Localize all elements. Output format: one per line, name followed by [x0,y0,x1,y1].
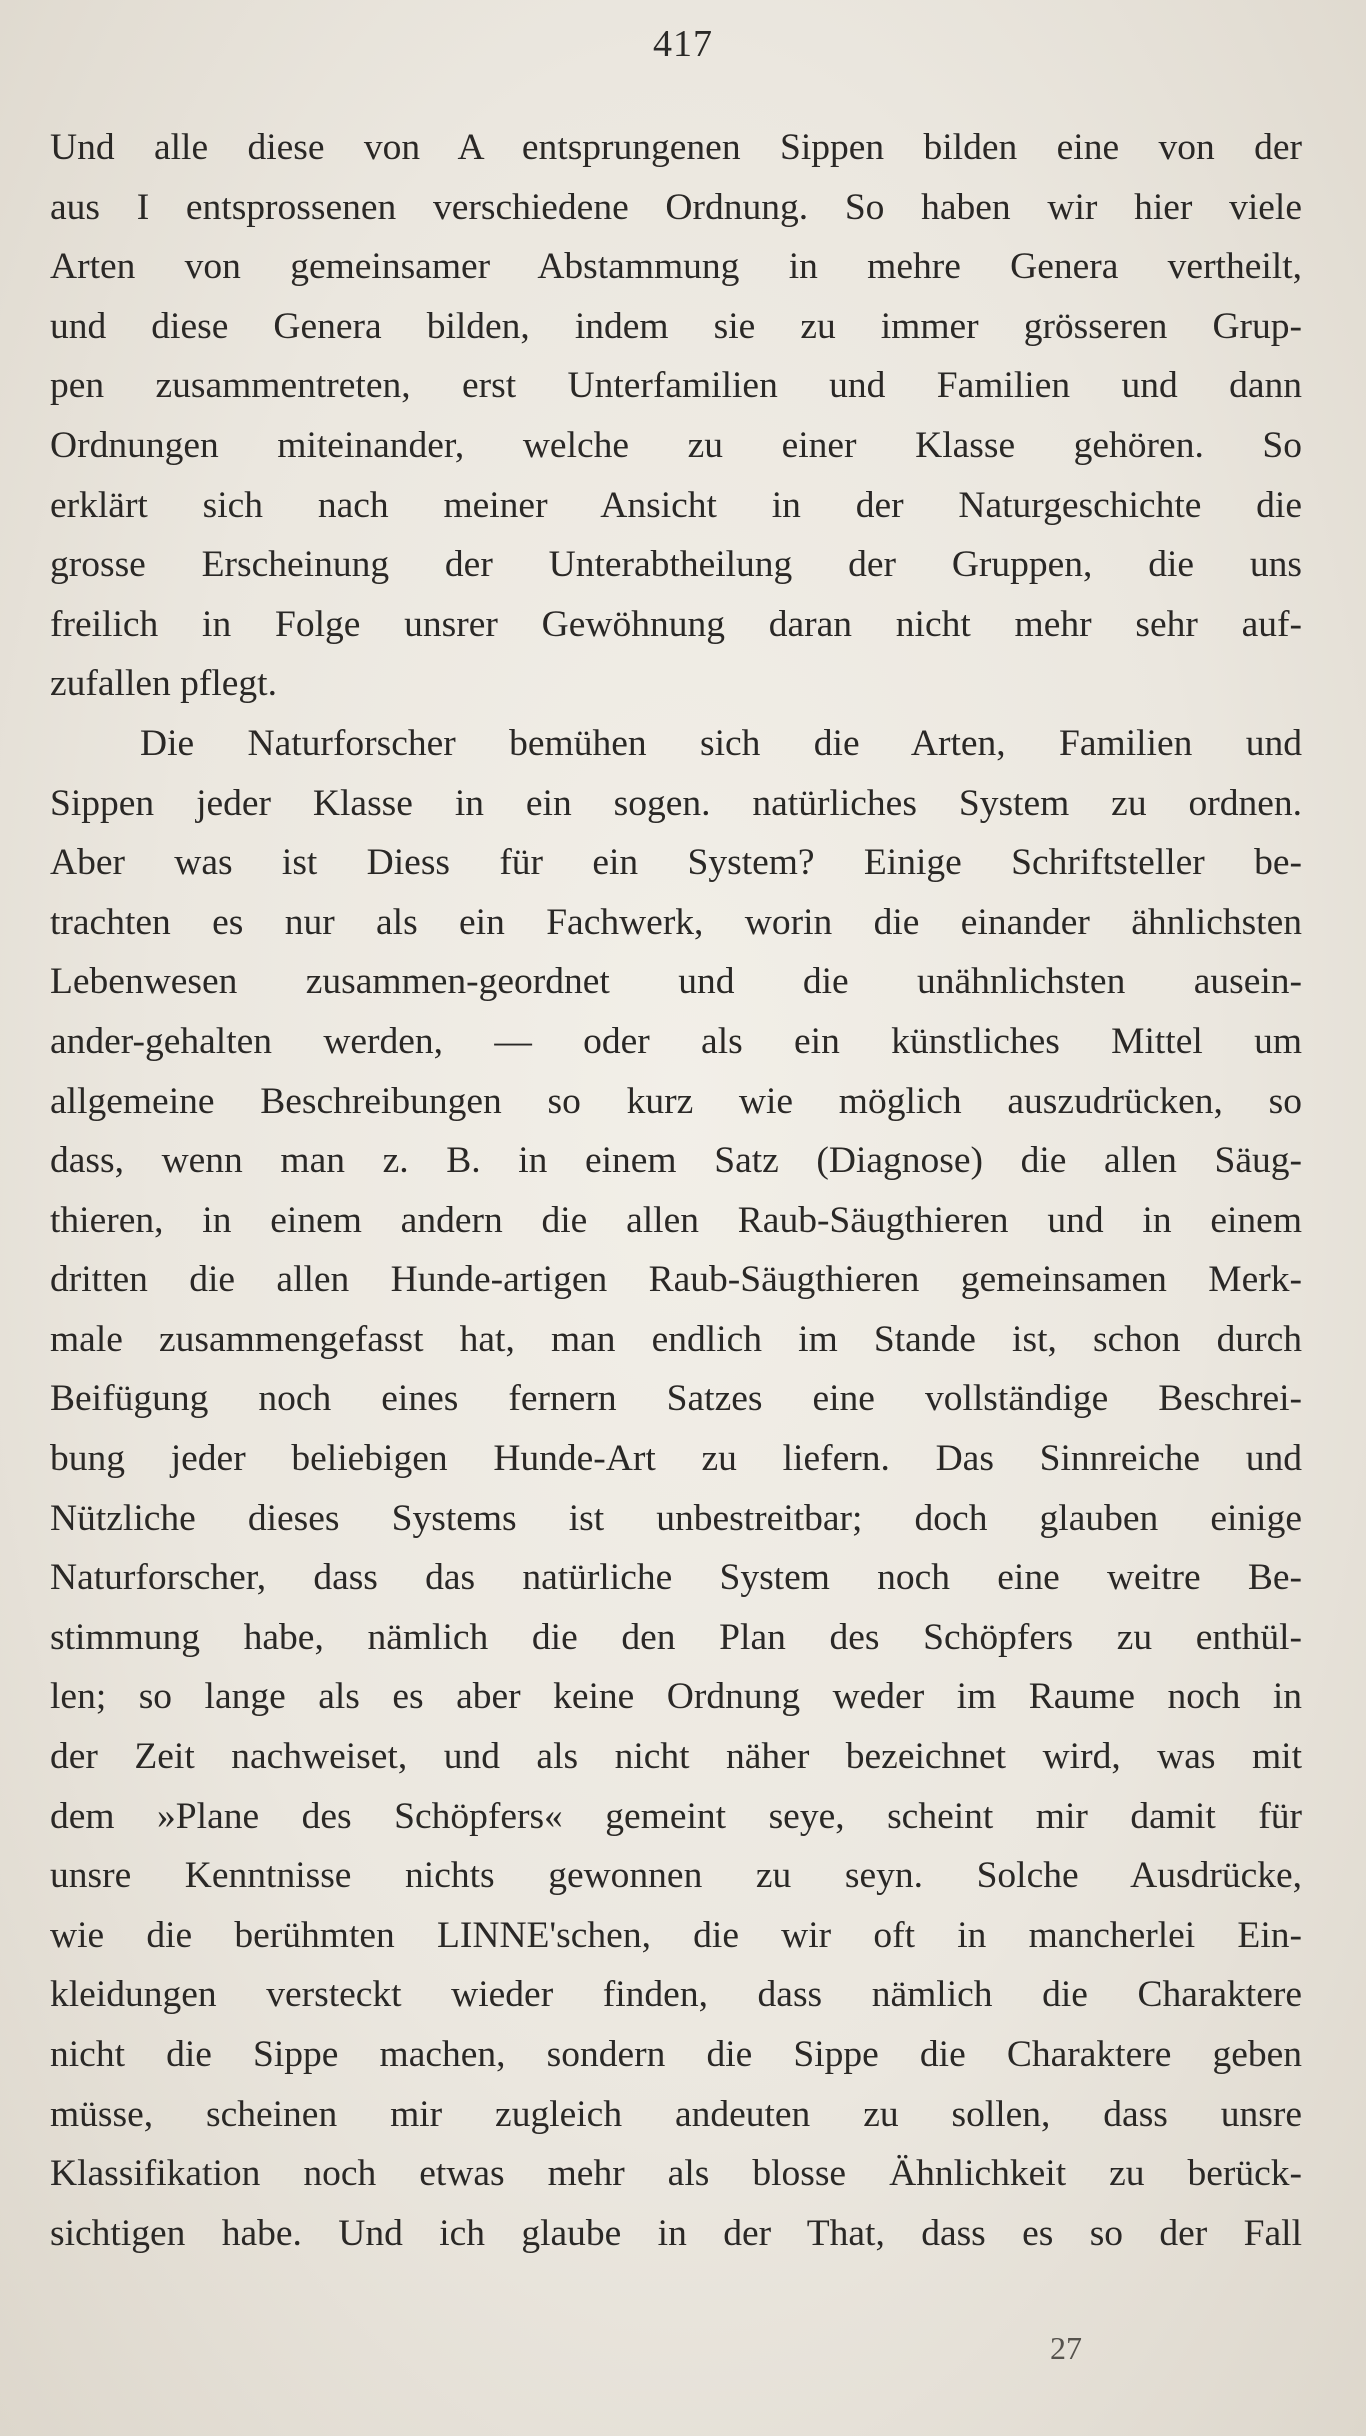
text-line: pen zusammentreten, erst Unterfamilien und Familien und dann [50,365,1302,407]
text-line: Naturforscher, dass das natürliche System noch eine weitre Be- [50,1557,1302,1599]
text-line: Nützliche dieses Systems ist unbestreitbar; doch glauben einige [50,1497,1302,1539]
text-line: erklärt sich nach meiner Ansicht in der Naturgeschichte die [50,484,1302,526]
text-line: und diese Genera bilden, indem sie zu immer grösseren Grup- [50,305,1302,347]
text-line: der Zeit nachweiset, und als nicht näher bezeichnet wird, was mit [50,1736,1302,1778]
text-line: nicht die Sippe machen, sondern die Sippe die Charaktere geben [50,2034,1302,2075]
text-line: Aber was ist Diess für ein System? Einige Schriftsteller be- [50,842,1302,884]
text-line: allgemeine Beschreibungen so kurz wie möglich auszudrücken, so [50,1080,1302,1122]
text-line: Arten von gemeinsamer Abstammung in mehre Genera vertheilt, [50,246,1302,288]
text-line: müsse, scheinen mir zugleich andeuten zu sollen, dass unsre [50,2093,1302,2135]
text-line: Lebenwesen zusammen-geordnet und die unähnlichsten ausein- [50,961,1302,1003]
text-line: wie die berühmten LINNE'schen, die wir oft in mancherlei Ein- [50,1914,1302,1956]
text-line: trachten es nur als ein Fachwerk, worin die einander ähnlichsten [50,901,1302,943]
text-line: bung jeder beliebigen Hunde-Art zu liefern. Das Sinnreiche und [50,1438,1302,1480]
text-line: sichtigen habe. Und ich glaube in der That, dass es so der Fall [50,2212,1302,2254]
text-line: len; so lange als es aber keine Ordnung weder im Raume noch in [50,1676,1302,1718]
text-line: kleidungen versteckt wieder finden, dass nämlich die Charaktere [50,1974,1302,2016]
text-line: ander-gehalten werden, — oder als ein künstliches Mittel um [50,1020,1302,1062]
text-line: dass, wenn man z. B. in einem Satz (Diagnose) die allen Säug- [50,1140,1302,1182]
text-line: aus I entsprossenen verschiedene Ordnung. So haben wir hier viele [50,186,1302,228]
text-line: Klassifikation noch etwas mehr als blosse Ähnlichkeit zu berück- [50,2153,1302,2195]
text-line: stimmung habe, nämlich die den Plan des Schöpfers zu enthül- [50,1616,1302,1658]
text-line: Ordnungen miteinander, welche zu einer Klasse gehören. So [50,424,1302,466]
text-line: grosse Erscheinung der Unterabtheilung der Gruppen, die uns [50,544,1302,586]
signature-mark: 27 [1050,2330,1082,2366]
text-line: dritten die allen Hunde-artigen Raub-Säugthieren gemeinsamen Merk- [50,1259,1302,1301]
text-line: Und alle diese von A entsprungenen Sippen bilden eine von der [50,127,1302,168]
text-line: dem »Plane des Schöpfers« gemeint seye, scheint mir damit für [50,1795,1302,1837]
body-text [50,118,1302,2263]
text-line: unsre Kenntnisse nichts gewonnen zu seyn. Solche Ausdrücke, [50,1855,1302,1897]
text-line: male zusammengefasst hat, man endlich im Stande ist, schon durch [50,1318,1302,1360]
text-line: Beifügung noch eines fernern Satzes eine vollständige Beschrei- [50,1378,1302,1420]
text-line: Sippen jeder Klasse in ein sogen. natürliches System zu ordnen. [50,782,1302,824]
paragraph-first-line: Die Naturforscher bemühen sich die Arten, Familien und [140,722,1302,764]
text-line: thieren, in einem andern die allen Raub-Säugthieren und in einem [50,1199,1302,1241]
page-number: 417 [653,23,713,65]
text-line: freilich in Folge unsrer Gewöhnung daran nicht mehr sehr auf- [50,603,1302,645]
text-line: zufallen pflegt. [50,663,277,705]
